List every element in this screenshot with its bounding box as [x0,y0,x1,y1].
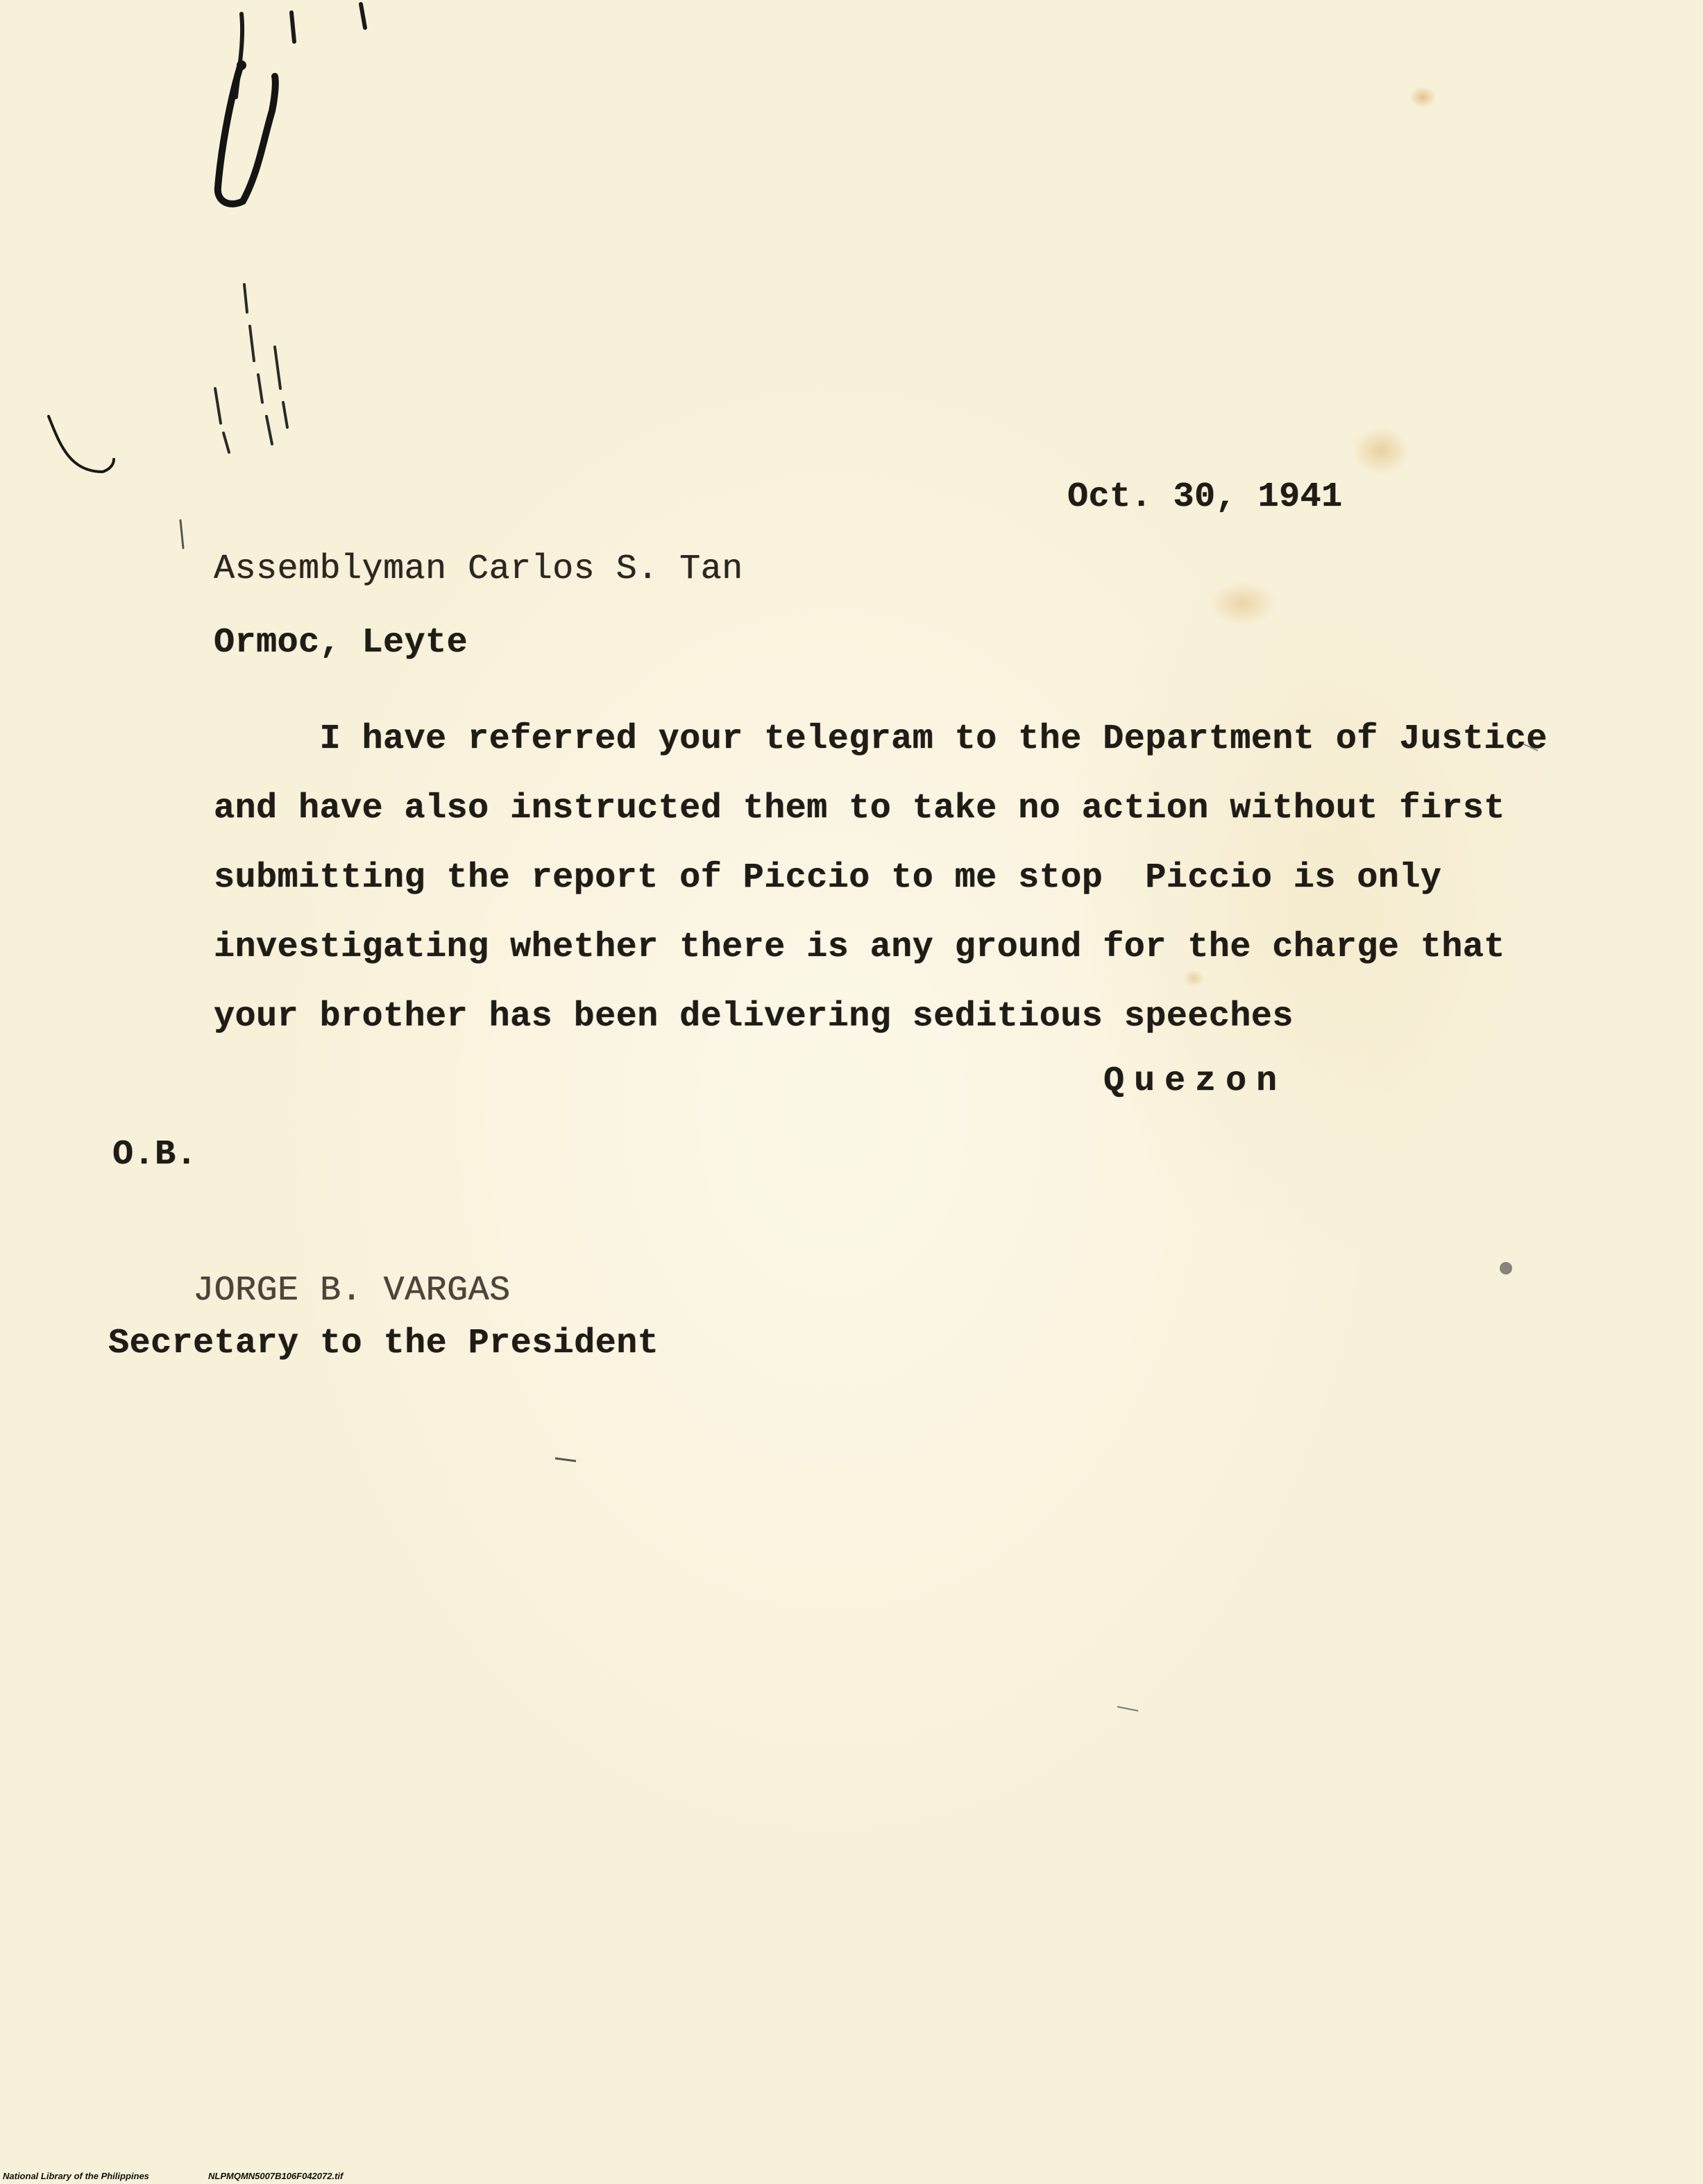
body-line: and have also instructed them to take no action without first [214,789,1505,828]
library-credit: National Library of the Philippines [3,2171,149,2181]
body-line: investigating whether there is any ground for the charge that [214,928,1505,967]
letter-date: Oct. 30, 1941 [1067,477,1343,517]
recipient-location: Ormoc, Leyte [214,623,468,663]
body-line: submitting the report of Piccio to me stop Piccio is only [214,858,1442,898]
letter-body [214,705,1567,1052]
initials: O.B. [112,1135,198,1175]
scan-footer [0,2169,1703,2184]
secretary-title: Secretary to the President [108,1324,659,1363]
body-line: I have referred your telegram to the Department of Justice [214,719,1548,759]
body-line: your brother has been delivering seditious speeches [214,997,1294,1036]
secretary-name: JORGE B. VARGAS [193,1271,511,1311]
scan-filename: NLPMQMN5007B106F042072.tif [208,2171,344,2181]
recipient-name: Assemblyman Carlos S. Tan [214,549,743,589]
signature: Quezon [1103,1061,1287,1101]
